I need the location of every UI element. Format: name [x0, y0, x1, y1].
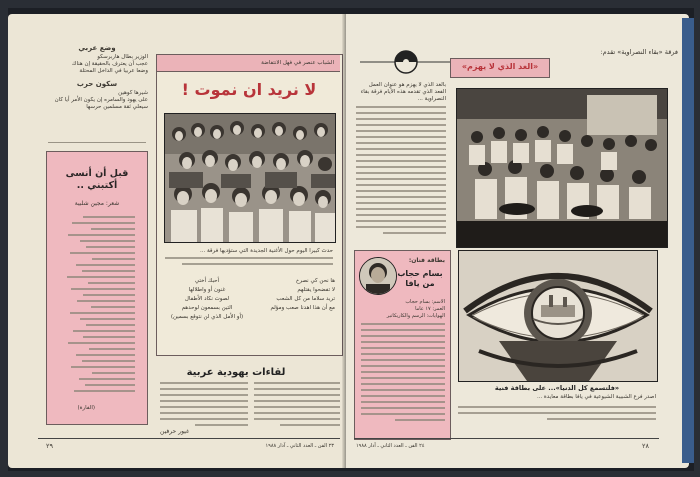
- poem-title: قبل أن أنسى أكتبني ..: [65, 168, 129, 191]
- sidebar-text-2: شيرها كوهين على يهود والسامره إن يكون الأمر أيا كان سيعلي ثقة مسلمين حرسها: [54, 90, 148, 110]
- poem-box: [46, 151, 148, 425]
- left-page-number: ٢٩: [46, 442, 53, 450]
- right-page-number: ٢٨: [642, 442, 649, 450]
- sidebar-heading-1: وضع عربي: [78, 44, 116, 52]
- poem-author: شعر: مجين شلبية: [74, 200, 120, 207]
- meetings-col-right: [254, 382, 340, 430]
- sidebar-text-1: الوزير بطال هاربرسكو عجب أن يعترف بالحقيقة إن هناك وضعا عربيا في الداخل المحتلة: [71, 54, 148, 74]
- sidebar-top: [46, 44, 148, 136]
- article-intro-lines: [165, 257, 333, 269]
- header-title: «الغد الذي لا يهزم»: [461, 62, 539, 71]
- art-caption-text: اصدر فرع الشبيبة الشيوعية في يافا بطاقة معايدة ...: [536, 394, 656, 400]
- meetings-col-mid: [160, 382, 248, 430]
- right-footer-issue: ٢٤ الفن ـ العدد الثاني ـ آذار ١٩٨٨: [356, 443, 425, 449]
- article-headline: لا نريد ان نموت !: [181, 80, 317, 99]
- column-intro-lines: [356, 106, 446, 238]
- art-caption-lines: [458, 406, 656, 424]
- column-intro: بالغد الذي لا يهزم هو عنوان العمل الفعد الذي تقدمه هذه الأيام فرقة بقاء النصراوية ...: [360, 82, 446, 102]
- artist-card-lines: [361, 323, 445, 425]
- sidebar-heading-2: سكون حرب: [76, 80, 118, 88]
- header-ornament: [360, 48, 452, 76]
- sidebar-divider: [48, 142, 146, 143]
- header-title-box: [450, 58, 550, 78]
- group-photo: [164, 113, 336, 243]
- header-tag: فرقة «بقاء النصراوية» تقدم:: [600, 48, 678, 56]
- left-page: [8, 14, 346, 468]
- band-photo: [456, 88, 668, 248]
- blue-edge-strip: [682, 18, 694, 463]
- article-kicker-bar: [157, 55, 340, 72]
- right-page: [346, 14, 689, 468]
- left-footer-rule: [38, 438, 340, 439]
- artist-card-name: بسام حجاب من يافا: [397, 269, 443, 288]
- poem-signature: (الفارة): [77, 405, 95, 411]
- article-kicker: الشباب عنصر في فهل الانتفاضة: [261, 60, 334, 66]
- article-verse-right: ها نحن كي نصرخ لا تفضحوا يقتلهم تريد سلاما من كل الشعب مع أن هذا اهدنا صعب ومؤلم: [270, 278, 335, 311]
- article-intro: حدث كبيرا اليوم حول الأغنية الجديدة التي ستؤديها فرقة ...: [199, 248, 333, 254]
- meetings-title: لقاءات يهودية عربية: [186, 367, 286, 378]
- eye-artwork: [458, 250, 658, 382]
- artist-avatar: [359, 257, 397, 295]
- magazine-spread: [8, 8, 694, 471]
- article-box: [156, 54, 343, 356]
- poem-lines: [61, 216, 135, 396]
- artist-card: [354, 250, 451, 440]
- left-footer-issue: ٢٣ الفن ـ العدد الثاني ـ آذار ١٩٨٨: [265, 443, 334, 449]
- artist-card-label: بطاقة فنان:: [408, 257, 445, 264]
- art-caption-title: «فلتسمع كل الدنيا»... على بطاقة فنية: [494, 384, 620, 392]
- article-verse-left: أحبك أختي غنون أو واطلالها لصوت نكاد الأطفال التين بسمعون لوحدهم (أو الأمل الذي لن نتوقع بسمين): [170, 278, 244, 320]
- meetings-signature: غيور حرفين: [160, 428, 190, 435]
- artist-card-text: الاسم: بسام حجاب العمر: ١٧ عاما الهوايات: الرسم والكاريكاتير: [386, 299, 445, 319]
- right-footer-rule: [354, 438, 659, 439]
